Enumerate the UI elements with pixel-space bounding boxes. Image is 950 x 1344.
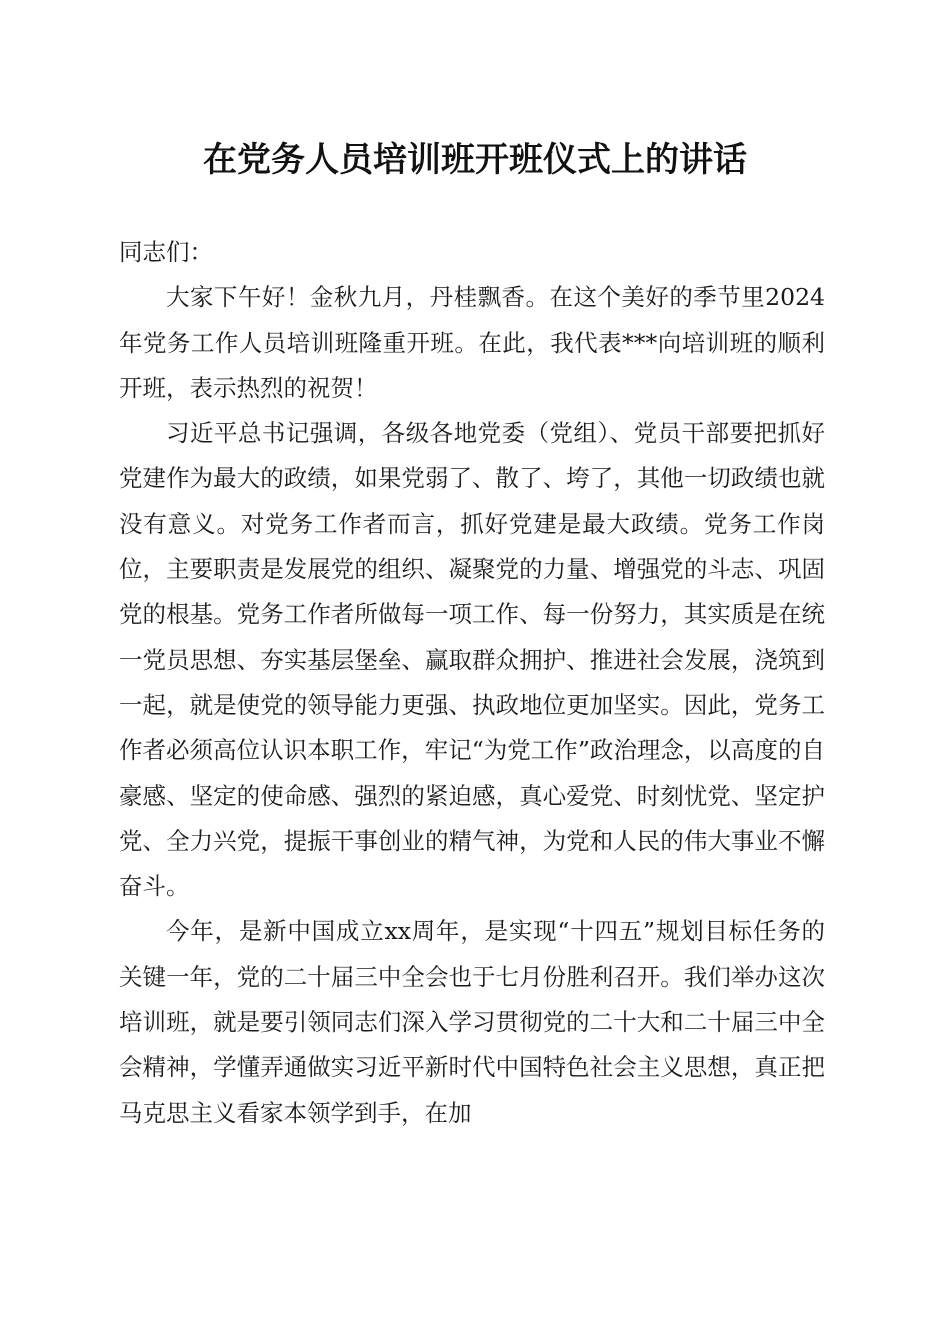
document-title: 在党务人员培训班开班仪式上的讲话	[203, 140, 747, 180]
paragraph-greeting: 大家下午好！金秋九月，丹桂飘香。在这个美好的季节里2024年党务工作人员培训班隆重开班。在此，我代表***向培训班的顺利开班，表示热烈的祝贺！	[119, 283, 825, 402]
salutation: 同志们：	[119, 238, 213, 266]
document-body	[119, 230, 825, 1136]
paragraph-party-building: 习近平总书记强调，各级各地党委（党组）、党员干部要把抓好党建作为最大的政绩，如果党弱了、散了、垮了，其他一切政绩也就没有意义。对党务工作者而言，抓好党建是最大政绩。党务工作岗位，主要职责是发展党的组织、凝聚党的力量、增强党的斗志、巩固党的根基。党务工作者所做每一项工作、每一份努力，其实质是在统一党员思想、夯实基层堡垒、赢取群众拥护、推进社会发展，浇筑到一起，就是使党的领导能力更强、执政地位更加坚实。因此，党务工作者必须高位认识本职工作，牢记“为党工作”政治理念，以高度的自豪感、坚定的使命感、强烈的紧迫感，真心爱党、时刻忧党、坚定护党、全力兴党，提振干事创业的精气神，为党和人民的伟大事业不懈奋斗。	[119, 419, 825, 901]
paragraph-training-purpose: 今年，是新中国成立xx周年，是实现“十四五”规划目标任务的关键一年，党的二十届三中全会也于七月份胜利召开。我们举办这次培训班，就是要引领同志们深入学习贯彻党的二十大和二十届三中全会精神，学懂弄通做实习近平新时代中国特色社会主义思想，真正把马克思主义看家本领学到手，在加	[119, 917, 825, 1127]
